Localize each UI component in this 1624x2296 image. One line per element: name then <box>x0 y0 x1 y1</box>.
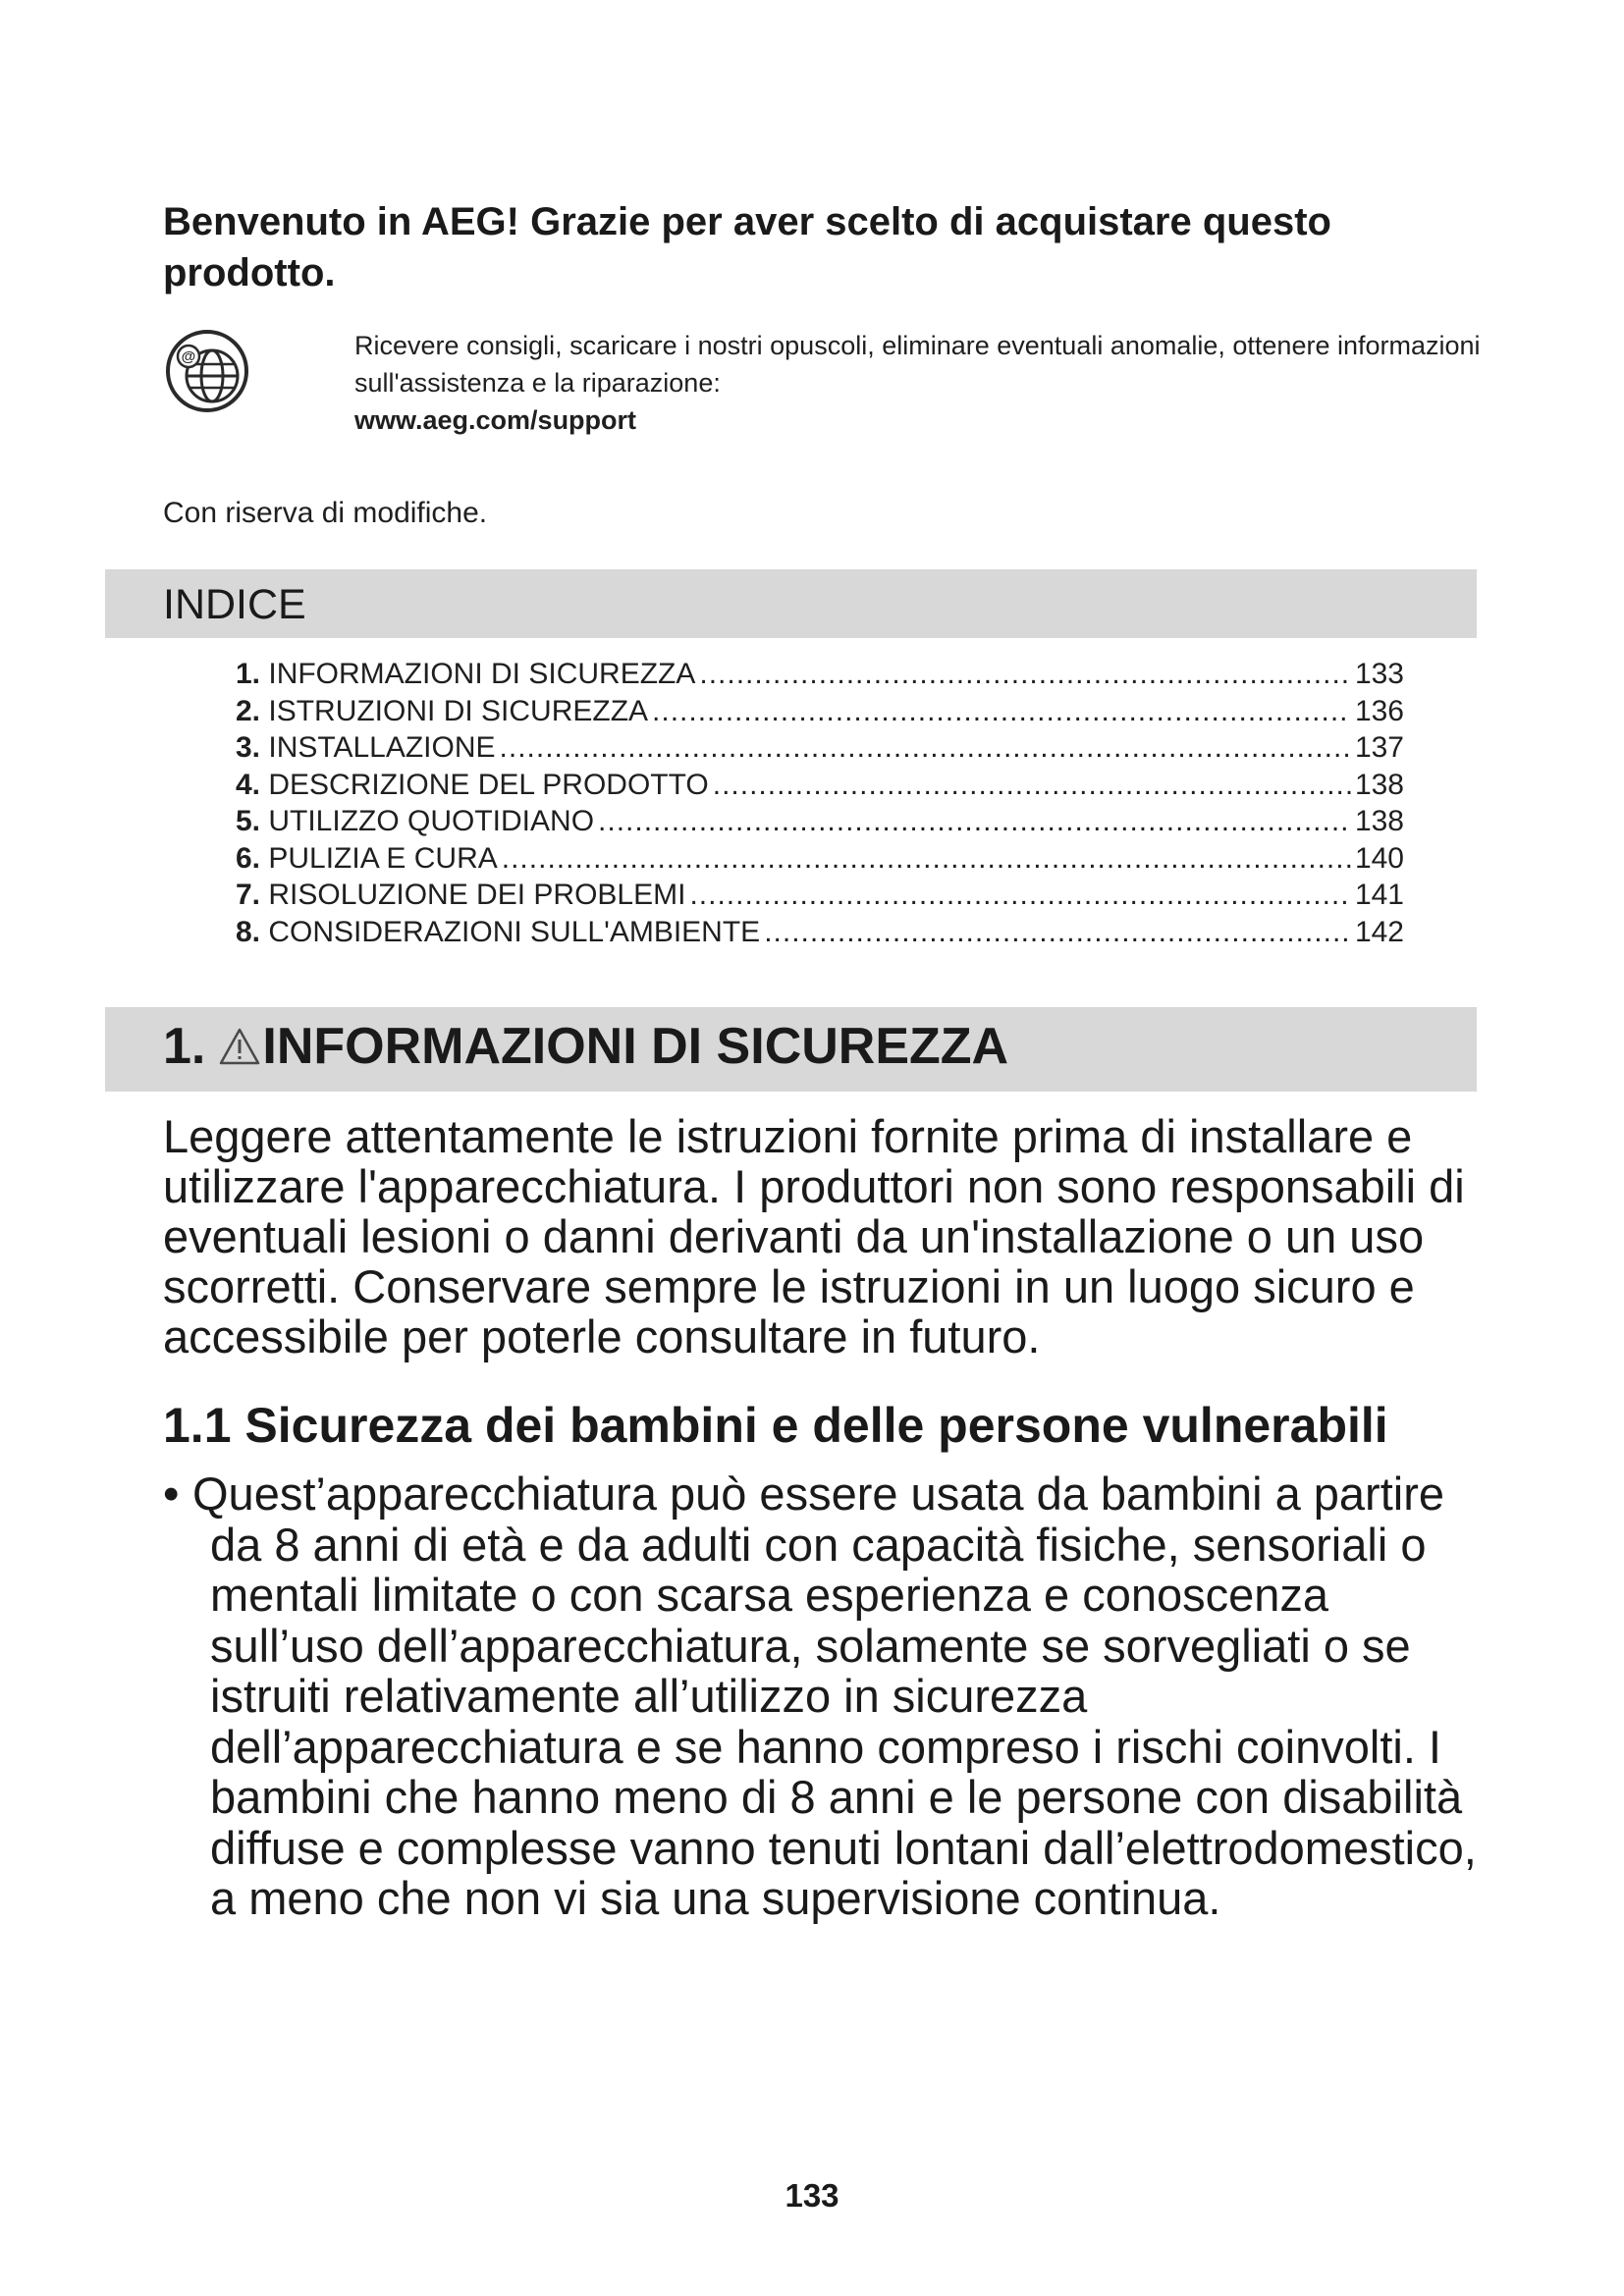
toc-entry-page: 141 <box>1354 879 1404 911</box>
toc-entry-label: INFORMAZIONI DI SICUREZZA <box>268 658 696 690</box>
toc-entry-number: 7. <box>236 879 269 911</box>
toc-entry[interactable] <box>236 877 1404 914</box>
toc-leader-dots <box>713 767 1351 804</box>
subsection-title: 1.1 Sicurezza dei bambini e delle persone vulnerabili <box>163 1398 1388 1453</box>
list-item-text: Quest’apparecchiatura può essere usata da bambini a partire da 8 anni di età e da adulti con capacità fisiche, sensoriali o mentali limitate o con scarsa esperienza e conoscenza sull’uso dell’apparecchiatura, solamente se sorvegliati o se istruiti relativamente all’utilizzo in sicurezza dell’apparecchiatura e se hanno compreso i rischi coinvolti. I bambini che hanno meno di 8 anni e le persone con disabilità diffuse e complesse vanno tenuti lontani dall’elettrodomestico, a meno che non vi sia una supervisione continua. <box>192 1468 1477 1924</box>
support-info <box>354 327 1484 439</box>
page-number: 133 <box>785 2177 839 2214</box>
toc-leader-dots <box>502 840 1351 878</box>
toc-entry-label: CONSIDERAZIONI SULL'AMBIENTE <box>268 915 761 948</box>
warning-icon <box>219 1027 260 1066</box>
svg-text:@: @ <box>181 348 196 365</box>
toc-entry-number: 3. <box>236 731 269 764</box>
toc-entry-page: 136 <box>1354 694 1404 727</box>
toc-entry[interactable] <box>236 803 1404 840</box>
section-number: 1. <box>163 1018 206 1075</box>
toc-entry-label: RISOLUZIONE DEI PROBLEMI <box>268 879 686 911</box>
list-item <box>163 1468 1479 1924</box>
toc-entry-page: 137 <box>1354 731 1404 764</box>
toc-entry-label: DESCRIZIONE DEL PRODOTTO <box>268 768 709 801</box>
welcome-heading: Benvenuto in AEG! Grazie per aver scelto di acquistare questo prodotto. <box>163 200 1331 294</box>
toc-leader-dots <box>598 803 1351 840</box>
toc-entry-label: INSTALLAZIONE <box>268 731 496 764</box>
toc-entry[interactable] <box>236 914 1404 951</box>
toc-entry-label: PULIZIA E CURA <box>268 841 498 875</box>
toc-entry-page: 138 <box>1354 805 1404 837</box>
toc-entry-label: UTILIZZO QUOTIDIANO <box>268 805 595 837</box>
table-of-contents <box>236 656 1404 950</box>
globe-at-icon <box>163 327 251 415</box>
section-title <box>163 1017 1008 1076</box>
toc-entry-number: 6. <box>236 841 269 875</box>
support-url-link[interactable]: www.aeg.com/support <box>354 405 637 435</box>
toc-entry[interactable] <box>236 767 1404 804</box>
toc-entry-number: 4. <box>236 768 269 801</box>
toc-entry[interactable] <box>236 693 1404 730</box>
index-header-bar <box>105 569 1477 638</box>
toc-entry-number: 1. <box>236 658 269 690</box>
toc-entry[interactable] <box>236 729 1404 767</box>
toc-leader-dots <box>764 914 1351 951</box>
toc-entry-page: 140 <box>1354 841 1404 875</box>
toc-leader-dots <box>500 729 1351 767</box>
bullet-marker: • <box>163 1468 180 1520</box>
toc-entry-number: 5. <box>236 805 269 837</box>
toc-entry-number: 8. <box>236 915 269 948</box>
index-title: INDICE <box>163 581 306 628</box>
toc-leader-dots <box>689 877 1350 914</box>
toc-entry-page: 138 <box>1354 768 1404 801</box>
section-title-text: INFORMAZIONI DI SICUREZZA <box>262 1018 1009 1075</box>
intro-paragraph: Leggere attentamente le istruzioni fornite prima di installare e utilizzare l'apparecchiatura. I produttori non sono responsabili di eventuali lesioni o danni derivanti da un'installazione o un uso scorretti. Conservare sempre le istruzioni in un luogo sicuro e accessibile per poterle consultare in futuro. <box>163 1110 1465 1362</box>
toc-entry-number: 2. <box>236 694 269 727</box>
support-description: Ricevere consigli, scaricare i nostri opuscoli, eliminare eventuali anomalie, ottenere informazioni sull'assistenza e la riparazione: <box>354 331 1481 398</box>
toc-leader-dots <box>699 656 1351 693</box>
toc-leader-dots <box>652 693 1351 730</box>
toc-entry[interactable] <box>236 840 1404 878</box>
toc-entry-page: 133 <box>1354 658 1404 690</box>
toc-entry-label: ISTRUZIONI DI SICUREZZA <box>268 694 649 727</box>
toc-entry-page: 142 <box>1354 915 1404 948</box>
toc-entry[interactable] <box>236 656 1404 693</box>
reserve-note: Con riserva di modifiche. <box>163 497 488 529</box>
